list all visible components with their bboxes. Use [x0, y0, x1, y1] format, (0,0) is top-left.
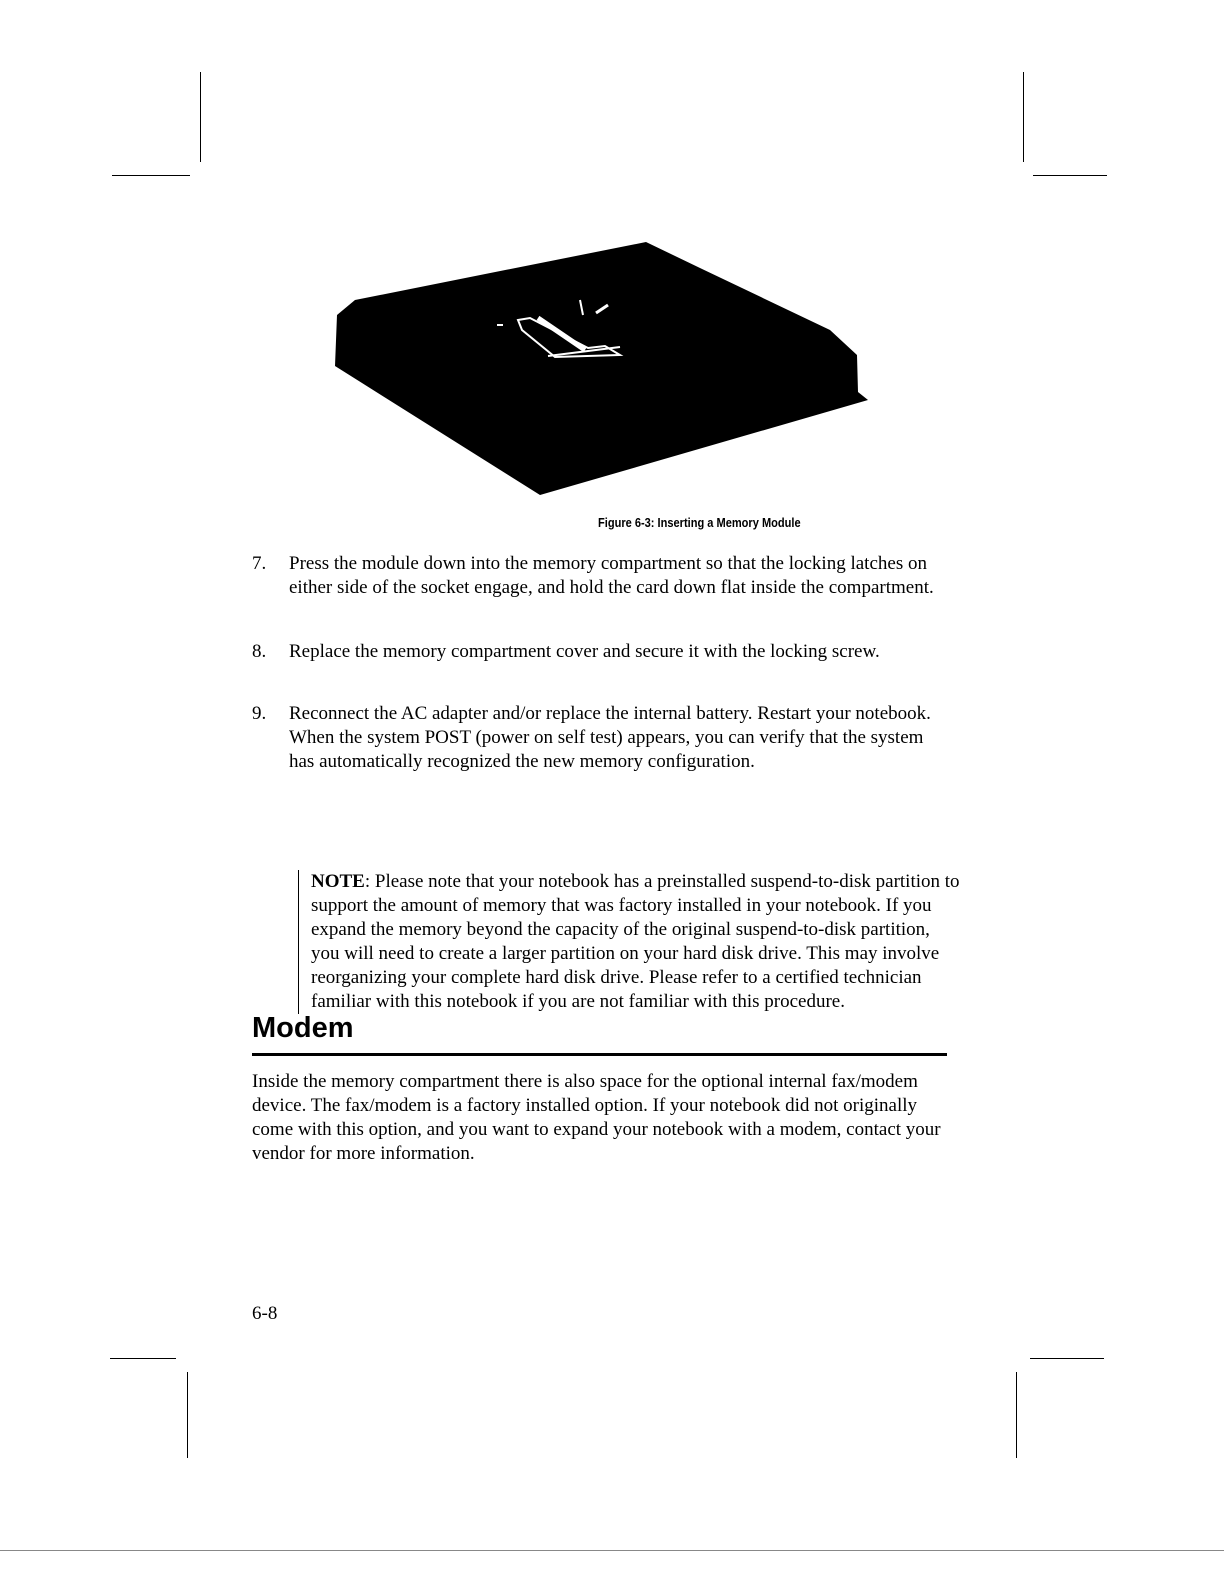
figure-caption: Figure 6-3: Inserting a Memory Module — [598, 515, 801, 530]
step-text: Press the module down into the memory compartment so that the locking latches on either side of the socket engage, and hold the card down flat inside the compartment. — [289, 553, 934, 598]
step-7 — [252, 552, 952, 600]
step-8 — [252, 640, 952, 664]
crop-mark — [187, 1372, 188, 1458]
note-text: : Please note that your notebook has a preinstalled suspend-to-disk partition to support the amount of memory that was factory installed in your notebook. If you expand the memory beyond the capacity of the original suspend-to-disk partition, you will need to create a larger partition on your hard disk drive. This may involve reorganizing your complete hard disk drive. Please refer to a certified technician familiar with this notebook if you are not familiar with this procedure. — [311, 871, 960, 1012]
step-text: Reconnect the AC adapter and/or replace the internal battery. Restart your notebook. When the system POST (power on self test) appears, you can verify that the system has automatically recognized the new memory configuration. — [289, 703, 931, 772]
step-number: 9. — [252, 703, 267, 724]
notebook-memory-illustration — [0, 0, 1224, 520]
section-heading: Modem — [252, 1012, 354, 1044]
note-box — [298, 870, 961, 1014]
section-paragraph: Inside the memory compartment there is also space for the optional internal fax/modem device. The fax/modem is a factory installed option. If your notebook did not originally come with this option, and you want to expand your notebook with a modem, contact your vendor for more information. — [252, 1071, 941, 1164]
crop-mark — [110, 1358, 176, 1359]
note-label: NOTE — [311, 871, 365, 892]
bottom-rule — [0, 1550, 1224, 1551]
step-9 — [252, 702, 952, 774]
step-number: 8. — [252, 641, 267, 662]
step-number: 7. — [252, 553, 267, 574]
step-text: Replace the memory compartment cover and secure it with the locking screw. — [289, 641, 880, 662]
crop-mark — [1030, 1358, 1104, 1359]
heading-rule — [252, 1053, 947, 1056]
crop-mark — [1016, 1372, 1017, 1458]
page-number: 6-8 — [252, 1303, 278, 1324]
